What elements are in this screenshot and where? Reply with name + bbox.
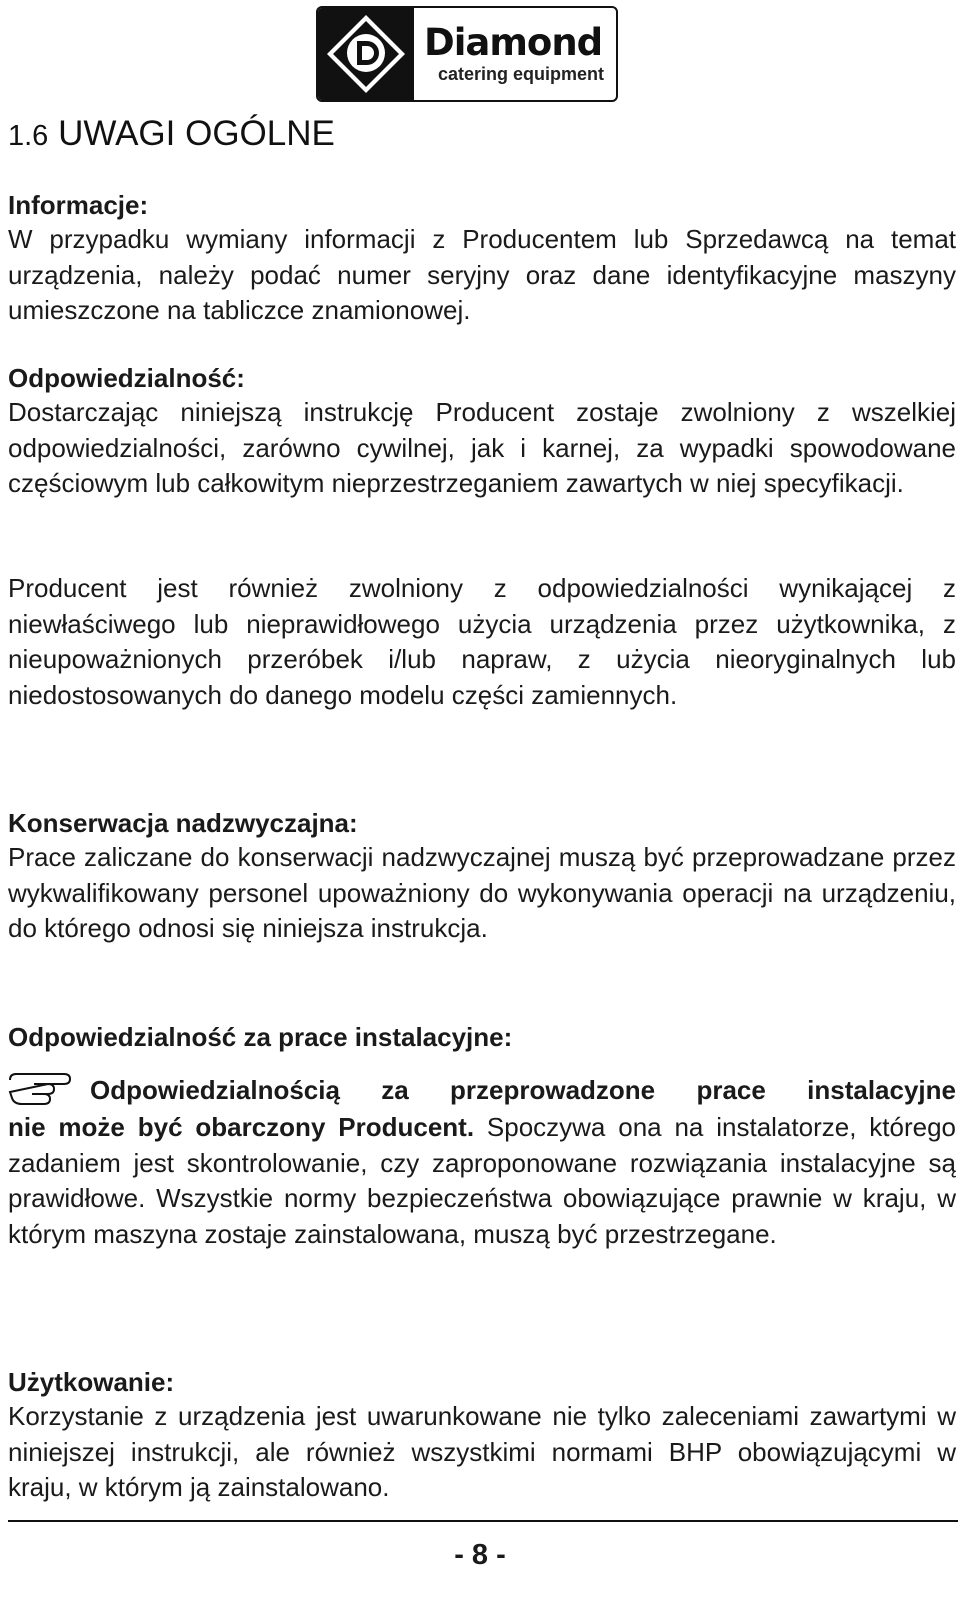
section-informacje — [8, 188, 956, 329]
brand-logo — [316, 6, 618, 102]
heading-informacje: Informacje: — [8, 190, 149, 220]
paragraph-konserwacja: Prace zaliczane do konserwacji nadzwyczajnej muszą być przeprowadzane przez wykwalifikowany personel upoważniony do wykonywania operacji na urządzeniu, do którego odnosi się niniejsza instrukcja. — [8, 842, 956, 943]
footer-rule — [8, 1520, 958, 1522]
note-row — [8, 1070, 956, 1110]
paragraph-instalacja — [8, 1110, 956, 1252]
note-bold-continuation: nie może być obarczony Producent. — [8, 1112, 475, 1142]
paragraph-odpowiedzialnosc-2: Producent jest również zwolniony z odpowiedzialności wynikającej z niewłaściwego lub nieprawidłowego użycia urządzenia przez użytkownika, z nieupoważnionych przeróbek i/lub napraw, z użycia nieoryginalnych lub niedostosowanych do danego modelu części zamiennych. — [8, 573, 956, 710]
section-uzytkowanie — [8, 1365, 956, 1506]
heading-konserwacja: Konserwacja nadzwyczajna: — [8, 808, 358, 838]
section-odpowiedzialnosc-cont — [8, 571, 956, 713]
heading-instalacja: Odpowiedzialność za prace instalacyjne: — [8, 1022, 513, 1052]
logo-text — [414, 8, 616, 100]
section-odpowiedzialnosc — [8, 361, 956, 502]
heading-odpowiedzialnosc: Odpowiedzialność: — [8, 363, 245, 393]
section-number: 1.6 — [8, 120, 49, 152]
section-title: UWAGI OGÓLNE — [58, 114, 335, 153]
pointing-hand-icon — [8, 1068, 90, 1108]
logo-tagline: catering equipment — [438, 64, 605, 84]
page-number: - 8 - — [454, 1539, 506, 1571]
note-bold-line: Odpowiedzialnością za przeprowadzone prace instalacyjne — [90, 1075, 956, 1105]
paragraph-informacje: W przypadku wymiany informacji z Producentem lub Sprzedawcą na temat urządzenia, należy podać numer seryjny oraz dane identyfikacyjne maszyny umieszczone na tabliczce znamionowej. — [8, 224, 956, 325]
diamond-logo-icon — [318, 8, 414, 100]
section-instalacja — [8, 1020, 956, 1252]
note-body: Spoczywa ona na instalatorze, którego zadaniem jest skontrolowanie, czy zaproponowane rozwiązania instalacyjne są prawidłowe. Wszystkie normy bezpieczeństwa obowiązujące prawnie w kraju, w którym maszyna zostaje zainstalowana, muszą być przestrzegane. — [8, 1112, 956, 1249]
page-title — [8, 113, 335, 157]
heading-uzytkowanie: Użytkowanie: — [8, 1367, 175, 1397]
paragraph-uzytkowanie: Korzystanie z urządzenia jest uwarunkowane nie tylko zaleceniami zawartymi w niniejszej instrukcji, ale również wszystkimi normami BHP obowiązującymi w kraju, w którym ją zainstalowano. — [8, 1401, 956, 1502]
paragraph-odpowiedzialnosc-1: Dostarczając niniejszą instrukcję Producent zostaje zwolniony z wszelkiej odpowiedzialności, zarówno cywilnej, jak i karnej, za wypadki spowodowane częściowym lub całkowitym nieprzestrzeganiem zawartych w niej specyfikacji. — [8, 397, 956, 498]
logo-brand-name: Diamond — [424, 21, 603, 64]
section-konserwacja — [8, 806, 956, 947]
